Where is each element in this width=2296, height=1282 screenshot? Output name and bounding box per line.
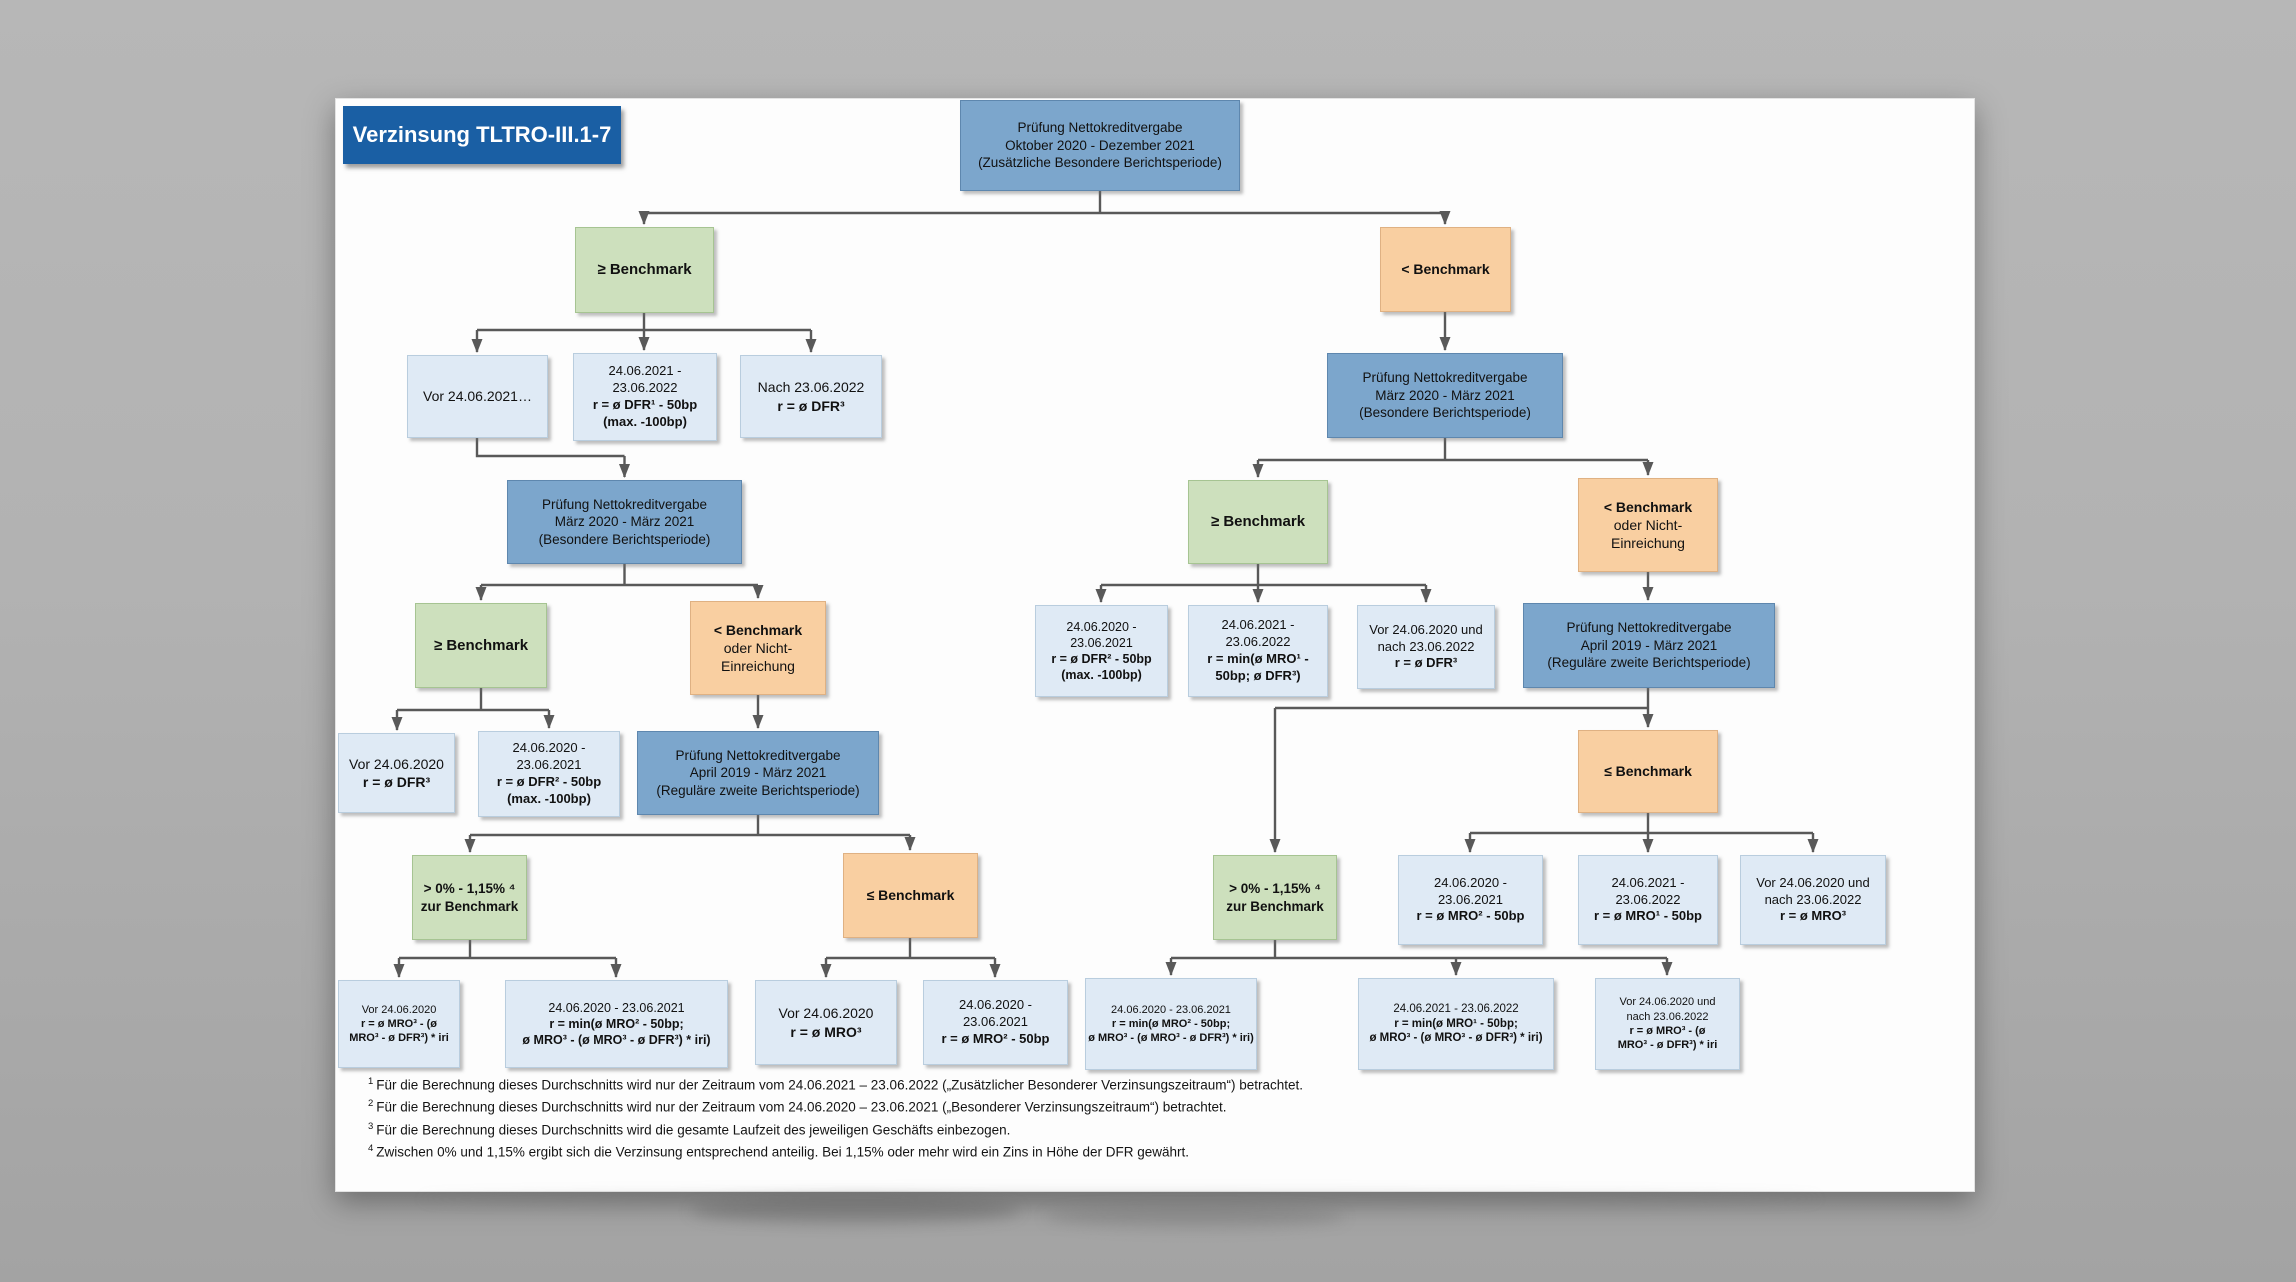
node-dfr2-minus-50bp-left: 24.06.2020 - 23.06.2021 r = ø DFR² - 50bp (max. -100bp) [478, 731, 620, 817]
footnote-4 [368, 1141, 1608, 1163]
footnote-4-text: Zwischen 0% und 1,15% ergibt sich die Verzinsung entsprechend anteilig. Bei 1,15% oder mehr wird ein Zins in Höhe der DFR gewährt. [376, 1144, 1189, 1160]
node-leq-benchmark-right: ≤ Benchmark [1578, 730, 1718, 813]
node-gte-benchmark-right: ≥ Benchmark [1188, 480, 1328, 564]
footnote-3-text: Für die Berechnung dieses Durchschnitts wird die gesamte Laufzeit des jeweiligen Geschäfts einbezogen. [376, 1122, 1011, 1138]
node-pruefung-maerz2020-left: Prüfung Nettokreditvergabe März 2020 - März 2021 (Besondere Berichtsperiode) [507, 480, 742, 564]
footnote-1 [368, 1074, 1608, 1096]
projection-blur-smudge [690, 1198, 1020, 1224]
node-gte-benchmark-left: ≥ Benchmark [575, 227, 714, 313]
node-min-mro1-dfr3: 24.06.2021 - 23.06.2022 r = min(ø MRO¹ - 50bp; ø DFR³) [1188, 605, 1328, 697]
footnote-3 [368, 1119, 1608, 1141]
node-vor-24-06-2021: Vor 24.06.2021… [407, 355, 548, 438]
node-gte-benchmark-left2: ≥ Benchmark [415, 603, 547, 688]
footnotes [368, 1074, 1608, 1163]
node-vor-nach-dfr3: Vor 24.06.2020 und nach 23.06.2022 r = ø DFR³ [1357, 605, 1495, 689]
node-pruefung-maerz2020-right: Prüfung Nettokreditvergabe März 2020 - März 2021 (Besondere Berichtsperiode) [1327, 353, 1563, 438]
node-lt-benchmark-nicht-right: < Benchmark oder Nicht- Einreichung [1578, 478, 1718, 572]
node-mro3-iri-left: Vor 24.06.2020 r = ø MRO³ - (ø MRO³ - ø DFR³) * iri [338, 980, 460, 1068]
node-pruefung-april2019-right: Prüfung Nettokreditvergabe April 2019 - März 2021 (Reguläre zweite Berichtsperiode) [1523, 603, 1775, 688]
node-nach-23-06-2022: Nach 23.06.2022 r = ø DFR³ [740, 355, 882, 438]
slide-title: Verzinsung TLTRO-III.1-7 [343, 106, 621, 164]
node-lt-benchmark-right: < Benchmark [1380, 227, 1511, 312]
projection-blur-band [420, 1192, 1820, 1206]
node-mro2-minus-50bp-left: 24.06.2020 - 23.06.2021 r = ø MRO² - 50bp [923, 980, 1068, 1065]
footnote-4-marker: 4 [368, 1143, 374, 1155]
footnote-1-text: Für die Berechnung dieses Durchschnitts wird nur der Zeitraum vom 24.06.2021 – 23.06.2022 („Zusätzlicher Besonderer Verzinsungszeitraum“) betrachtet. [376, 1077, 1304, 1093]
node-gt0-115-benchmark-right: > 0% - 1,15% ⁴ zur Benchmark [1213, 855, 1337, 940]
node-dfr1-minus-50bp: 24.06.2021 - 23.06.2022 r = ø DFR¹ - 50bp (max. -100bp) [573, 353, 717, 441]
node-gt0-115-benchmark-left: > 0% - 1,15% ⁴ zur Benchmark [412, 855, 527, 940]
node-vor-nach-mro3: Vor 24.06.2020 und nach 23.06.2022 r = ø MRO³ [1740, 855, 1886, 945]
node-pruefung-okt2020-dez2021: Prüfung Nettokreditvergabe Oktober 2020 - Dezember 2021 (Zusätzliche Besondere Berichtsperiode) [960, 100, 1240, 191]
node-leq-benchmark-left: ≤ Benchmark [843, 853, 978, 938]
projection-blur-smudge [1045, 1206, 1345, 1228]
footnote-1-marker: 1 [368, 1076, 374, 1087]
node-min-mro1-iri-right: 24.06.2021 - 23.06.2022 r = min(ø MRO¹ - 50bp; ø MRO³ - (ø MRO³ - ø DFR³) * iri) [1358, 978, 1554, 1070]
node-dfr2-minus-50bp-right: 24.06.2020 - 23.06.2021 r = ø DFR² - 50bp (max. -100bp) [1035, 605, 1168, 697]
node-vor-nach-mro3-iri: Vor 24.06.2020 und nach 23.06.2022 r = ø MRO³ - (ø MRO³ - ø DFR³) * iri [1595, 978, 1740, 1070]
footnote-2-marker: 2 [368, 1098, 374, 1110]
node-vor2020-dfr3: Vor 24.06.2020 r = ø DFR³ [338, 733, 455, 813]
node-min-mro2-iri-right: 24.06.2020 - 23.06.2021 r = min(ø MRO² - 50bp; ø MRO³ - (ø MRO³ - ø DFR³) * iri) [1085, 978, 1257, 1070]
footnote-2 [368, 1096, 1608, 1118]
node-lt-benchmark-nicht-left: < Benchmark oder Nicht- Einreichung [690, 601, 826, 695]
node-mro2-minus-50bp-right: 24.06.2020 - 23.06.2021 r = ø MRO² - 50bp [1398, 855, 1543, 945]
node-pruefung-april2019-left: Prüfung Nettokreditvergabe April 2019 - März 2021 (Reguläre zweite Berichtsperiode) [637, 731, 879, 815]
footnote-3-marker: 3 [368, 1120, 374, 1132]
footnote-2-text: Für die Berechnung dieses Durchschnitts wird nur der Zeitraum vom 24.06.2020 – 23.06.2021 („Besonderer Verzinsungszeitraum“) betrachtet. [376, 1099, 1227, 1115]
node-min-mro2-iri-left: 24.06.2020 - 23.06.2021 r = min(ø MRO² - 50bp; ø MRO³ - (ø MRO³ - ø DFR³) * iri) [505, 980, 728, 1068]
node-mro1-minus-50bp-right: 24.06.2021 - 23.06.2022 r = ø MRO¹ - 50bp [1578, 855, 1718, 945]
node-vor2020-mro3: Vor 24.06.2020 r = ø MRO³ [755, 980, 897, 1065]
